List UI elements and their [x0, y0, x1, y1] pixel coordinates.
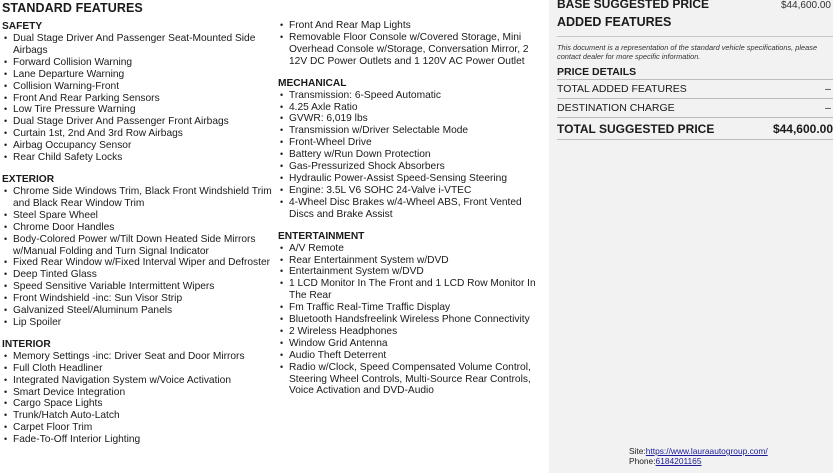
- divider: [557, 36, 833, 37]
- site-line: [629, 446, 768, 456]
- entertainment-list: [278, 243, 548, 398]
- interior-section: [2, 339, 274, 446]
- list-item: • Steel Spare Wheel: [2, 210, 274, 222]
- list-item: • Front-Wheel Drive: [278, 137, 548, 149]
- list-item: • A/V Remote: [278, 243, 548, 255]
- exterior-section: [2, 174, 274, 329]
- mechanical-heading: MECHANICAL: [278, 77, 347, 89]
- divider: [557, 79, 833, 80]
- base-price-label: BASE SUGGESTED PRICE: [557, 0, 710, 11]
- list-item: • Galvanized Steel/Aluminum Panels: [2, 305, 274, 317]
- list-item: • Front And Rear Parking Sensors: [2, 93, 274, 105]
- entertainment-heading: ENTERTAINMENT: [278, 230, 365, 242]
- total-added-features-label: TOTAL ADDED FEATURES: [557, 83, 687, 95]
- phone-line: [629, 456, 768, 466]
- list-item: • Transmission: 6-Speed Automatic: [278, 90, 548, 102]
- list-item: • Front Windshield -inc: Sun Visor Strip: [2, 293, 274, 305]
- interior-heading: INTERIOR: [2, 338, 51, 350]
- destination-charge-value: –: [825, 102, 831, 114]
- list-item: • 4-Wheel Disc Brakes w/4-Wheel ABS, Front Vented Discs and Brake Assist: [278, 197, 548, 221]
- list-item: • Trunk/Hatch Auto-Latch: [2, 410, 274, 422]
- standard-features-title: STANDARD FEATURES: [2, 1, 143, 15]
- list-item: • Lane Departure Warning: [2, 69, 274, 81]
- list-item: • Carpet Floor Trim: [2, 422, 274, 434]
- price-pane: [557, 0, 833, 140]
- list-item: • Curtain 1st, 2nd And 3rd Row Airbags: [2, 128, 274, 140]
- list-item: • Dual Stage Driver And Passenger Front Airbags: [2, 116, 274, 128]
- divider: [557, 139, 833, 140]
- list-item: • Lip Spoiler: [2, 317, 274, 329]
- safety-heading: SAFETY: [2, 21, 43, 32]
- exterior-heading: EXTERIOR: [2, 173, 55, 185]
- list-item: • Deep Tinted Glass: [2, 269, 274, 281]
- total-suggested-price-row: [557, 122, 833, 138]
- total-suggested-price-label: TOTAL SUGGESTED PRICE: [557, 122, 715, 136]
- list-item: • Engine: 3.5L V6 SOHC 24-Valve i-VTEC: [278, 185, 548, 197]
- list-item: • Fm Traffic Real-Time Traffic Display: [278, 302, 548, 314]
- phone-link[interactable]: 6184201165: [655, 456, 702, 466]
- list-item: • Bluetooth Handsfreelink Wireless Phone Connectivity: [278, 314, 548, 326]
- list-item: • Removable Floor Console w/Covered Storage, Mini Overhead Console w/Storage, Conversation Mirror, 2 12V DC Power Outlets and 1 120V AC Power Outlet: [278, 32, 548, 68]
- list-item: • Fixed Rear Window w/Fixed Interval Wiper and Defroster: [2, 257, 274, 269]
- safety-list: [2, 33, 274, 164]
- list-item: • Transmission w/Driver Selectable Mode: [278, 125, 548, 137]
- exterior-list: [2, 186, 274, 329]
- list-item: • Entertainment System w/DVD: [278, 266, 548, 278]
- list-item: • Gas-Pressurized Shock Absorbers: [278, 161, 548, 173]
- destination-charge-row: [557, 102, 833, 116]
- list-item: • Battery w/Run Down Protection: [278, 149, 548, 161]
- list-item: • Integrated Navigation System w/Voice Activation: [2, 375, 274, 387]
- mechanical-section: [278, 78, 548, 221]
- base-price-value: $44,600.00: [780, 0, 831, 11]
- total-added-features-value: –: [825, 83, 831, 95]
- interior-continued-list: [278, 20, 548, 68]
- dealer-contact: [629, 446, 768, 466]
- list-item: • Rear Entertainment System w/DVD: [278, 255, 548, 267]
- safety-section: [2, 21, 274, 164]
- list-item: • Memory Settings -inc: Driver Seat and Door Mirrors: [2, 351, 274, 363]
- list-item: • Airbag Occupancy Sensor: [2, 140, 274, 152]
- list-item: • Cargo Space Lights: [2, 398, 274, 410]
- mechanical-list: [278, 90, 548, 221]
- list-item: • Chrome Door Handles: [2, 222, 274, 234]
- total-added-features-row: [557, 83, 833, 97]
- features-left-column: [2, 0, 274, 446]
- list-item: • Smart Device Integration: [2, 387, 274, 399]
- base-price-row: [557, 0, 833, 12]
- list-item: • Full Cloth Headliner: [2, 363, 274, 375]
- list-item: • Hydraulic Power-Assist Speed-Sensing Steering: [278, 173, 548, 185]
- list-item: • Body-Colored Power w/Tilt Down Heated Side Mirrors w/Manual Folding and Turn Signal Indicator: [2, 234, 274, 258]
- list-item: • Collision Warning-Front: [2, 81, 274, 93]
- list-item: • Dual Stage Driver And Passenger Seat-Mounted Side Airbags: [2, 33, 274, 57]
- interior-list: [2, 351, 274, 446]
- features-middle-column: [278, 0, 548, 397]
- list-item: • 2 Wireless Headphones: [278, 326, 548, 338]
- list-item: • Fade-To-Off Interior Lighting: [2, 434, 274, 446]
- disclaimer-text: This document is a representation of the standard vehicle specifications, please contact dealer for more specific information.: [557, 43, 818, 61]
- added-features-heading: ADDED FEATURES: [557, 15, 672, 29]
- list-item: • Low Tire Pressure Warning: [2, 104, 274, 116]
- list-item: • Window Grid Antenna: [278, 338, 548, 350]
- total-suggested-price-value: $44,600.00: [772, 122, 833, 136]
- list-item: • Forward Collision Warning: [2, 57, 274, 69]
- list-item: • Radio w/Clock, Speed Compensated Volume Control, Steering Wheel Controls, Multi-Source Rear Controls, Voice Activation and DVD-Audio: [278, 362, 548, 398]
- list-item: • 1 LCD Monitor In The Front and 1 LCD Row Monitor In The Rear: [278, 278, 548, 302]
- entertainment-section: [278, 231, 548, 398]
- list-item: • Speed Sensitive Variable Intermittent Wipers: [2, 281, 274, 293]
- list-item: • Front And Rear Map Lights: [278, 20, 548, 32]
- list-item: • 4.25 Axle Ratio: [278, 102, 548, 114]
- site-label: Site:: [629, 446, 646, 456]
- destination-charge-label: DESTINATION CHARGE: [557, 102, 675, 114]
- list-item: • Audio Theft Deterrent: [278, 350, 548, 362]
- list-item: • Rear Child Safety Locks: [2, 152, 274, 164]
- phone-label: Phone:: [629, 456, 656, 466]
- divider: [557, 117, 833, 118]
- list-item: • Chrome Side Windows Trim, Black Front Windshield Trim and Black Rear Window Trim: [2, 186, 274, 210]
- site-link[interactable]: https://www.lauraautogroup.com/: [645, 446, 768, 456]
- price-panel: [549, 0, 833, 473]
- price-details-heading: PRICE DETAILS: [557, 66, 637, 78]
- list-item: • GVWR: 6,019 lbs: [278, 113, 548, 125]
- divider: [557, 98, 833, 99]
